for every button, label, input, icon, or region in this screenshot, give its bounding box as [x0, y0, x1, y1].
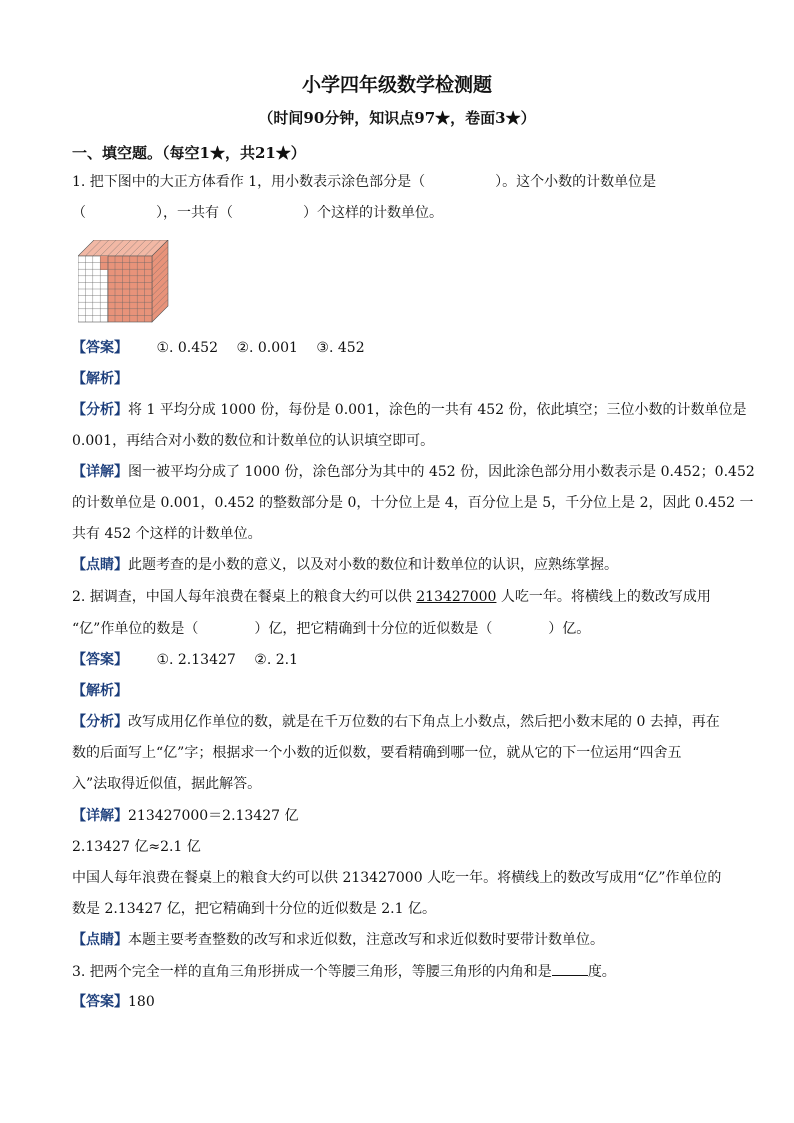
q1-xiangjie-1: [72, 462, 755, 482]
q1-xiangjie-2: 的计数单位是 0.001，0.452 的整数部分是 0，十分位上是 4，百分位上是 5，千分位上是 2，因此 0.452 一: [72, 495, 754, 511]
q2-fenxi-text: 改写成用亿作单位的数，就是在千万位数的右下角点上小数点，然后把小数末尾的 0 去掉，再在: [128, 714, 720, 730]
q2-line1-text-b: 人吃一年。将横线上的数改写成用: [496, 589, 711, 605]
q2-line1-text: 2. 据调查，中国人每年浪费在餐桌上的粮食大约可以供: [72, 589, 417, 605]
q1-xiangjie-3: 共有 452 个这样的计数单位。: [72, 526, 262, 542]
q2-jiexi-label: 【解析】: [72, 683, 128, 699]
q3-answer-value: 180: [128, 994, 155, 1010]
q2-xiangjie-1: [72, 806, 299, 826]
q2-xiangjie-text: 213427000＝2.13427 亿: [128, 808, 299, 824]
q2-fenxi-2: 数的后面写上“亿”字；根据求一个小数的近似数，要看精确到哪一位，就从它的下一位运用“四舍五: [72, 745, 682, 761]
q1-dianjing: [72, 555, 618, 575]
answer-label: 【答案】: [72, 652, 128, 668]
q2-answer-2: ②. 2.1: [254, 652, 298, 668]
q1-answer-2: ②. 0.001: [236, 340, 298, 356]
q2-summary-2: 数是 2.13427 亿，把它精确到十分位的近似数是 2.1 亿。: [72, 901, 436, 917]
xiangjie-label: 【详解】: [72, 464, 128, 480]
q2-answer-1: ①. 2.13427: [156, 652, 236, 668]
answer-label: 【答案】: [72, 340, 128, 356]
cube-figure: [78, 240, 170, 324]
q2-fenxi-3: 入”法取得近似值，据此解答。: [72, 776, 262, 792]
q1-answer: [72, 338, 379, 358]
fenxi-label: 【分析】: [72, 402, 128, 418]
q2-line1: [72, 587, 711, 607]
q3-blank: [552, 961, 588, 976]
q1-fenxi-2: 0.001，再结合对小数的数位和计数单位的认识填空即可。: [72, 433, 435, 449]
fenxi-label: 【分析】: [72, 714, 128, 730]
page-subtitle: （时间90分钟，知识点97★，卷面3★）: [258, 109, 536, 127]
q1-jiexi-label: 【解析】: [72, 371, 128, 387]
q2-fenxi-1: [72, 712, 720, 732]
q1-answer-3: ③. 452: [316, 340, 365, 356]
section-heading: 一、填空题。（每空1★，共21★）: [72, 144, 306, 162]
q1-answer-1: ①. 0.452: [156, 340, 218, 356]
q2-dianjing-text: 本题主要考查整数的改写和求近似数，注意改写和求近似数时要带计数单位。: [128, 932, 604, 948]
page-title: 小学四年级数学检测题: [301, 74, 492, 96]
q2-dianjing: [72, 930, 604, 950]
q2-summary-1: 中国人每年浪费在餐桌上的粮食大约可以供 213427000 人吃一年。将横线上的数改写成用“亿”作单位的: [72, 870, 722, 886]
q2-answer: [72, 650, 312, 670]
answer-label: 【答案】: [72, 994, 128, 1010]
q1-xiangjie-text: 图一被平均分成了 1000 份，涂色部分为其中的 452 份，因此涂色部分用小数表示是 0.452；0.452: [128, 464, 755, 480]
q1-dianjing-text: 此题考查的是小数的意义，以及对小数的数位和计数单位的认识，应熟练掌握。: [128, 557, 618, 573]
q2-calc-2: 2.13427 亿≈2.1 亿: [72, 839, 201, 855]
q3-line1-text: 3. 把两个完全一样的直角三角形拼成一个等腰三角形，等腰三角形的内角和是: [72, 964, 552, 980]
q2-line2: “亿”作单位的数是（ ）亿，把它精确到十分位的近似数是（ ）亿。: [72, 621, 591, 637]
q2-underlined-number: 213427000: [416, 589, 497, 605]
q3-answer: [72, 992, 155, 1012]
xiangjie-label: 【详解】: [72, 808, 128, 824]
q1-fenxi-text: 将 1 平均分成 1000 份，每份是 0.001，涂色的一共有 452 份，依此填空；三位小数的计数单位是: [128, 402, 747, 418]
q1-line1: 1. 把下图中的大正方体看作 1，用小数表示涂色部分是（ ）。这个小数的计数单位是: [72, 174, 657, 190]
q3-line1-text-b: 度。: [587, 964, 616, 980]
dianjing-label: 【点睛】: [72, 932, 128, 948]
q1-fenxi-1: [72, 400, 747, 420]
q3-line1: [72, 961, 616, 982]
dianjing-label: 【点睛】: [72, 557, 128, 573]
q1-line2: （ ），一共有（ ）个这样的计数单位。: [72, 205, 443, 221]
